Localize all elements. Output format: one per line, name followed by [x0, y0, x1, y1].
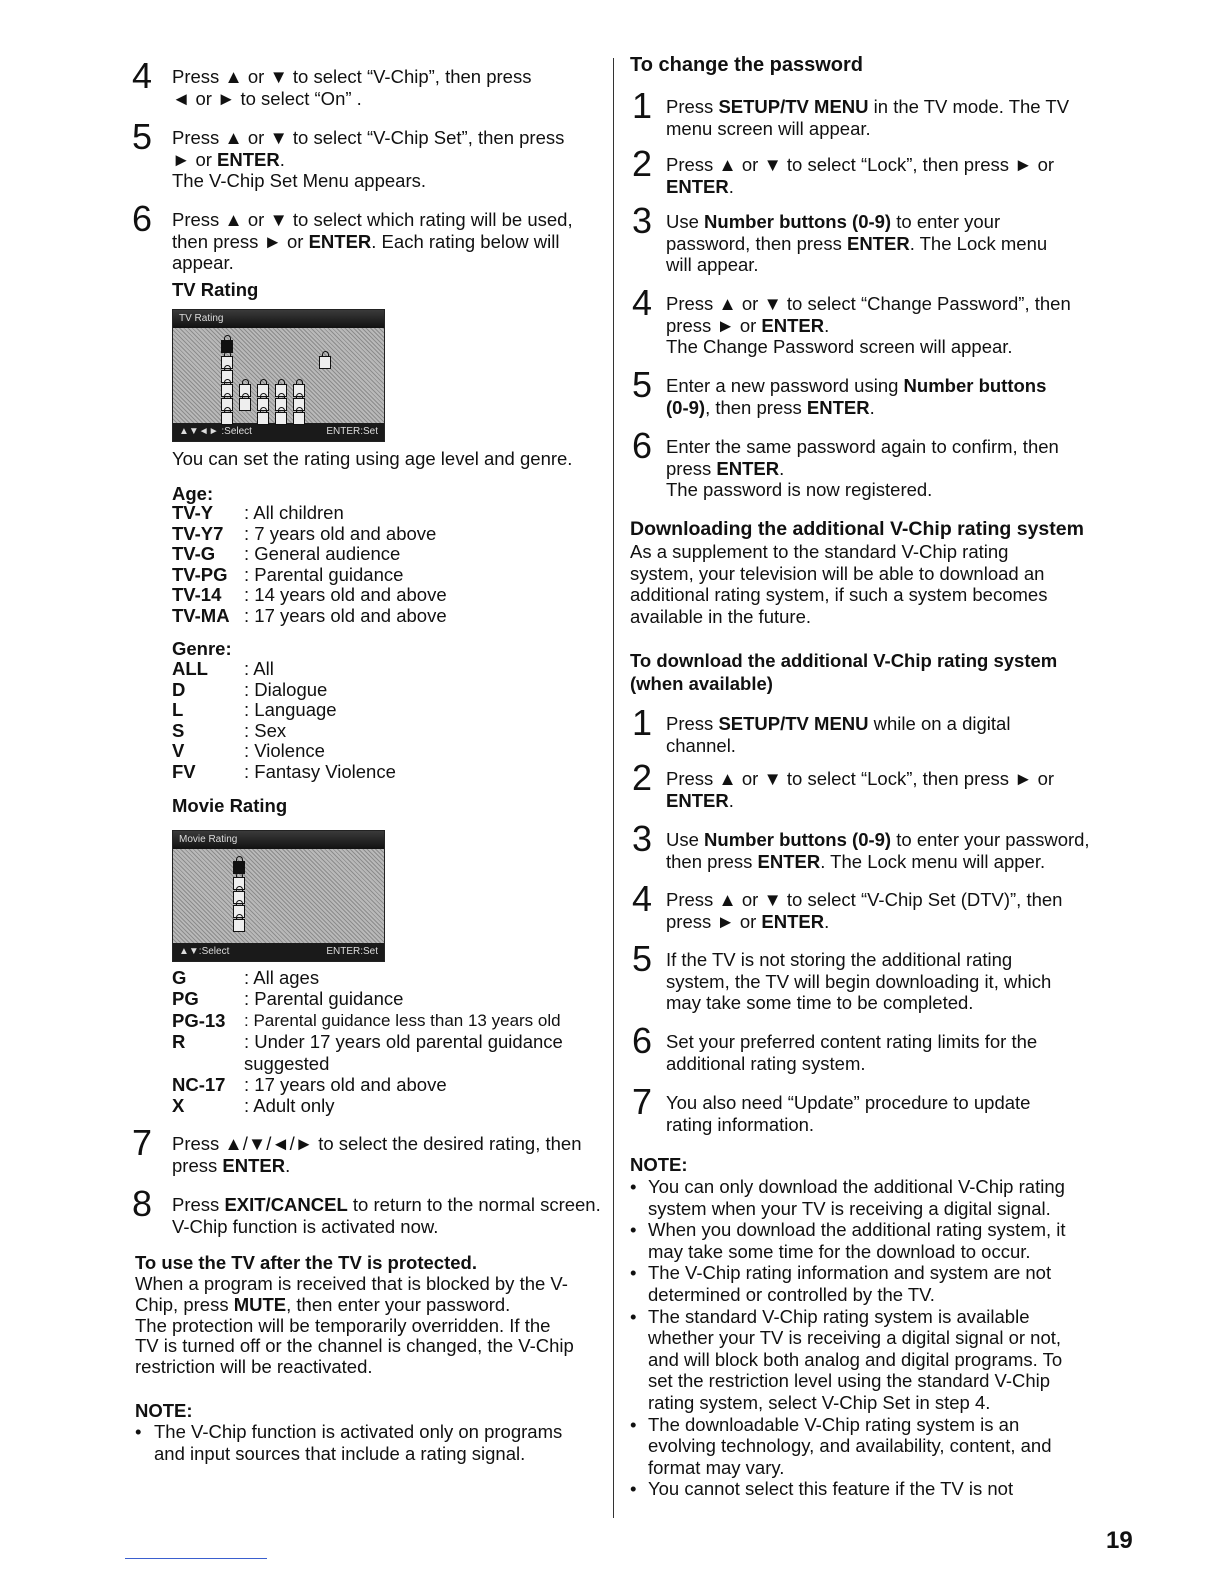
term: TV-PG: [172, 563, 228, 585]
note-bullet: •: [135, 1421, 142, 1442]
term: G: [172, 967, 187, 988]
term: D: [172, 678, 186, 700]
osd-title-bar: Movie Rating: [173, 831, 384, 849]
download-text-line: available in the future.: [630, 605, 812, 627]
term: S: [172, 719, 185, 741]
step-text-line: Set your preferred content rating limits for the: [666, 1031, 1038, 1052]
step-text-line: Enter a new password using Number buttons: [666, 375, 1047, 396]
note-text-line: You can only download the additional V-Chip rating: [648, 1176, 1065, 1197]
osd-hint-right: ENTER:Set: [326, 426, 378, 437]
note-bullet: •: [630, 1478, 637, 1500]
age-heading: Age:: [172, 483, 214, 504]
osd-hint-right: ENTER:Set: [326, 946, 378, 957]
term: TV-14: [172, 584, 222, 606]
note-bullet: •: [630, 1176, 637, 1197]
term: PG: [172, 988, 199, 1010]
step-text-line: will appear.: [666, 254, 759, 276]
osd-hint-bar: [173, 423, 384, 441]
step-text-line: If the TV is not storing the additional rating: [666, 949, 1013, 970]
lock-icon: [239, 398, 251, 411]
definition: : Sex: [244, 719, 287, 741]
term: TV-Y7: [172, 522, 224, 544]
step-text-line: ENTER.: [666, 175, 734, 197]
step-text-line: password, then press ENTER. The Lock menu: [666, 232, 1048, 254]
step-text-line: V-Chip function is activated now.: [172, 1215, 439, 1237]
note-text-line: system when your TV is receiving a digital signal.: [648, 1197, 1051, 1219]
change-password-heading: To change the password: [630, 54, 863, 76]
note-text-line: evolving technology, and availability, content, and: [648, 1435, 1052, 1457]
note-text-line: rating system, select V-Chip Set in step 4.: [648, 1392, 991, 1413]
protected-text-line: TV is turned off or the channel is changed, the V-Chip: [135, 1335, 574, 1357]
definition: suggested: [244, 1052, 330, 1074]
download-text-line: additional rating system, if such a system becomes: [630, 584, 1048, 606]
step-number: 4: [632, 878, 653, 919]
note-text-line: may take some time for the download to occur.: [648, 1240, 1031, 1262]
step-text-line: Press ▲ or ▼ to select “Change Password”, then: [666, 293, 1071, 314]
protected-text-line: restriction will be reactivated.: [135, 1356, 373, 1378]
lock-icon: [221, 412, 233, 425]
step-number: 6: [132, 198, 153, 239]
term: X: [172, 1095, 185, 1117]
footer-line: [125, 1558, 267, 1559]
protected-text-line: When a program is received that is blocked by the V-: [135, 1273, 568, 1294]
step-text-line: The Change Password screen will appear.: [666, 336, 1013, 358]
term: TV-MA: [172, 605, 230, 626]
note-text-line: When you download the additional rating system, it: [648, 1219, 1066, 1241]
tv-rating-osd: [172, 309, 385, 442]
step-number: 5: [632, 938, 653, 979]
definition: : Violence: [244, 740, 325, 762]
definition: : General audience: [244, 543, 401, 565]
note-text-line: and input sources that include a rating signal.: [154, 1442, 526, 1464]
note-text-line: set the restriction level using the standard V-Chip: [648, 1370, 1051, 1392]
note-text-line: whether your TV is receiving a digital signal or not,: [648, 1327, 1062, 1349]
step-number: 6: [632, 1020, 653, 1061]
term: PG-13: [172, 1009, 226, 1031]
step-text-line: press ENTER.: [172, 1154, 291, 1176]
definition: : 14 years old and above: [244, 584, 447, 606]
step-text-line: press ► or ENTER.: [666, 910, 830, 932]
protected-text-line: The protection will be temporarily overridden. If the: [135, 1314, 551, 1336]
step-text-line: press ENTER.: [666, 457, 785, 479]
definition: : All children: [244, 502, 344, 523]
lock-icon: [293, 412, 305, 425]
step-number: 8: [132, 1183, 153, 1224]
term: R: [172, 1031, 186, 1053]
step-number: 3: [632, 200, 653, 241]
lock-icon: [319, 356, 331, 369]
definition: : Parental guidance: [244, 988, 404, 1010]
step-text-line: then press ENTER. The Lock menu will apper.: [666, 850, 1046, 872]
step-text-line: Press ▲ or ▼ to select “V-Chip”, then press: [172, 66, 532, 87]
definition: : Fantasy Violence: [244, 761, 396, 782]
definition: : Parental guidance less than 13 years old: [244, 1010, 561, 1030]
note-bullet: •: [630, 1413, 637, 1435]
definition: : All ages: [244, 967, 320, 988]
note-text-line: determined or controlled by the TV.: [648, 1284, 935, 1305]
term: TV-Y: [172, 502, 214, 523]
download-text-line: system, your television will be able to download an: [630, 562, 1045, 584]
step-text-line: rating information.: [666, 1113, 815, 1135]
step-text-line: Press ▲ or ▼ to select which rating will be used,: [172, 209, 573, 230]
term: TV-G: [172, 543, 216, 565]
note-bullet: •: [630, 1262, 637, 1284]
osd-hint-left: ▲▼:Select: [179, 946, 230, 957]
note-heading: NOTE:: [135, 1400, 193, 1421]
step-text-line: ◄ or ► to select “On” .: [172, 87, 362, 109]
column-divider: [613, 58, 614, 1518]
protected-text-line: Chip, press MUTE, then enter your password.: [135, 1293, 511, 1315]
tv-rating-caption: You can set the rating using age level and genre.: [172, 448, 573, 469]
step-text-line: Press SETUP/TV MENU in the TV mode. The TV: [666, 96, 1070, 117]
step-number: 1: [632, 85, 653, 126]
step-text-line: may take some time to be completed.: [666, 992, 974, 1014]
step-text-line: You also need “Update” procedure to update: [666, 1092, 1031, 1113]
step-text-line: Press SETUP/TV MENU while on a digital: [666, 713, 1011, 734]
osd-hint-bar: [173, 943, 384, 961]
osd-hint-left: ▲▼◄► :Select: [179, 426, 252, 437]
step-text-line: menu screen will appear.: [666, 117, 871, 139]
note-bullet: •: [630, 1305, 637, 1327]
definition: : Dialogue: [244, 678, 328, 700]
definition: : 17 years old and above: [244, 605, 447, 626]
step-text-line: Press ▲ or ▼ to select “V-Chip Set”, then press: [172, 127, 565, 148]
note-text-line: The downloadable V-Chip rating system is an: [648, 1413, 1020, 1435]
step-text-line: appear.: [172, 252, 234, 274]
step-text-line: additional rating system.: [666, 1052, 866, 1074]
step-text-line: (0-9), then press ENTER.: [666, 396, 875, 418]
definition: : Parental guidance: [244, 563, 404, 585]
step-number: 5: [632, 364, 653, 405]
step-text-line: Enter the same password again to confirm, then: [666, 436, 1059, 457]
definition: : Adult only: [244, 1095, 335, 1117]
lock-icon: [257, 412, 269, 425]
download-heading: Downloading the additional V-Chip rating system: [630, 518, 1084, 540]
note-text-line: The V-Chip rating information and system are not: [648, 1262, 1052, 1284]
lock-icon: [233, 919, 245, 932]
note-bullet: •: [630, 1219, 637, 1241]
genre-heading: Genre:: [172, 638, 232, 659]
step-text-line: Press ▲ or ▼ to select “Lock”, then press ► or: [666, 154, 1055, 175]
todownload-heading: (when available): [630, 673, 773, 694]
movie-rating-osd: [172, 830, 385, 962]
step-number: 5: [132, 116, 153, 157]
note-text-line: and will block both analog and digital programs. To: [648, 1348, 1063, 1370]
movie-rating-heading: Movie Rating: [172, 795, 288, 816]
note-text-line: format may vary.: [648, 1456, 785, 1478]
term: V: [172, 740, 185, 762]
term: ALL: [172, 658, 208, 679]
definition: : 17 years old and above: [244, 1074, 447, 1095]
download-text-line: As a supplement to the standard V-Chip rating: [630, 541, 1009, 562]
step-number: 7: [132, 1122, 153, 1163]
term: FV: [172, 761, 196, 782]
note-heading: NOTE:: [630, 1154, 688, 1175]
step-number: 1: [632, 702, 653, 743]
step-text-line: channel.: [666, 734, 736, 756]
definition: : Language: [244, 699, 337, 721]
page-number: 19: [1106, 1527, 1133, 1554]
step-text-line: The password is now registered.: [666, 479, 933, 501]
note-text-line: You cannot select this feature if the TV is not: [648, 1478, 1014, 1500]
step-text-line: press ► or ENTER.: [666, 314, 830, 336]
osd-title-bar: TV Rating: [173, 310, 384, 328]
step-number: 2: [632, 143, 653, 184]
step-number: 4: [132, 55, 153, 96]
term: L: [172, 699, 184, 721]
step-text-line: Press ▲ or ▼ to select “V-Chip Set (DTV)”, then: [666, 889, 1063, 910]
step-text-line: ENTER.: [666, 789, 734, 811]
tv-rating-heading: TV Rating: [172, 279, 259, 300]
step-number: 7: [632, 1081, 653, 1122]
step-text-line: then press ► or ENTER. Each rating below will: [172, 230, 560, 252]
step-text-line: Press ▲/▼/◄/► to select the desired rating, then: [172, 1133, 582, 1154]
note-text-line: The V-Chip function is activated only on programs: [154, 1421, 563, 1442]
step-text-line: Press EXIT/CANCEL to return to the normal screen.: [172, 1194, 601, 1215]
step-number: 6: [632, 425, 653, 466]
term: NC-17: [172, 1074, 226, 1095]
definition: : Under 17 years old parental guidance: [244, 1031, 563, 1053]
todownload-heading: To download the additional V-Chip rating system: [630, 650, 1058, 671]
step-number: 2: [632, 757, 653, 798]
definition: : 7 years old and above: [244, 522, 437, 544]
step-text-line: Press ▲ or ▼ to select “Lock”, then press ► or: [666, 768, 1055, 789]
step-text-line: system, the TV will begin downloading it, which: [666, 970, 1052, 992]
step-text-line: The V-Chip Set Menu appears.: [172, 170, 427, 192]
step-number: 3: [632, 818, 653, 859]
protected-heading: To use the TV after the TV is protected.: [135, 1252, 477, 1273]
lock-icon: [275, 412, 287, 425]
step-number: 4: [632, 282, 653, 323]
step-text-line: Use Number buttons (0-9) to enter your: [666, 211, 1001, 232]
step-text-line: Use Number buttons (0-9) to enter your password,: [666, 829, 1090, 850]
step-text-line: ► or ENTER.: [172, 148, 285, 170]
note-text-line: The standard V-Chip rating system is available: [648, 1305, 1030, 1327]
definition: : All: [244, 658, 274, 679]
